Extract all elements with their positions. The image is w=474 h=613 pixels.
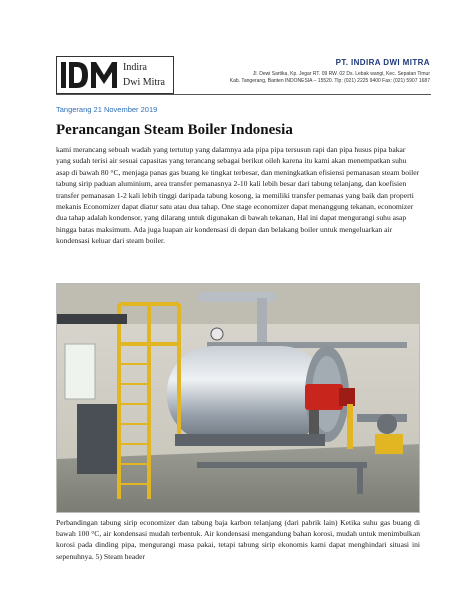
photo-caption: Perbandingan tabung sirip economizer dan tabung baja karbon telanjang (dari pabrik lain) Ketika suhu gas buang di bawah 100 °C, air kondensasi mudah terbentuk. Air kondensasi mengandung bahan korosi, mudah untuk menimbulkan korosi pada dinding pipa, mengurangi masa pakai, tetapi tabung sirip ekonomis kami dapat menghindari situasi ini sepenuhnya. 5) Steam header	[56, 518, 420, 561]
idm-logo-mark-icon	[59, 59, 121, 91]
letterhead-divider	[56, 94, 431, 95]
article-title: Perancangan Steam Boiler Indonesia	[56, 122, 293, 138]
article-date: Tangerang 21 November 2019	[56, 105, 158, 114]
logo-name-line1: Indira	[123, 62, 147, 73]
company-address	[196, 71, 430, 85]
boiler-room-photo	[56, 283, 420, 513]
company-name: PT. INDIRA DWI MITRA	[335, 58, 430, 67]
logo-name-line2: Dwi Mitra	[123, 77, 165, 88]
address-line-2: Kab. Tangerang, Banten INDONESIA – 15520. Tlp: (021) 2225 9400 Fax: (021) 5907 1687	[229, 78, 430, 84]
article-body: kami merancang sebuah wadah yang tertutup yang dalamnya ada pipa pipa tersusun rapi dan pipa husus pipa bakar yang sudah terisi air sesuai capasitas yang terancang sebagai berikut oileh karena itu kami akan menempatkan suhu asap di bawah 80 °C, menjaga panas gas buang ke tingkat terbesar, dan meningkatkan efisiensi pemanasan steam boiler tabung sirip paduan aluminium, area transfer pemanasnya 2-10 kali lebih besar dari tabung telanjang, dan koefisien transfer pemanasan 1-2 kali lebih tinggi daripada tabung kosong, ia memiliki transfer pemanas yang baik dan properti mekanis Economizer dapat diatur satu atau dua tahap. One stage economizer dapat menanggung tekanan, economizer dua tahap adalah kondensor, yang dilarang untuk digunakan di bawah tekanan, Hal ini dapat mengurangi suhu asap hingga batas maksimum. Ada juga luapan air kondensasi di depan dan belakang boiler untuk mengeluarkan air kondensasi keluar dari steam boiler.	[56, 145, 420, 246]
company-logo	[56, 56, 174, 94]
address-line-1: Jl. Dewi Sartika, Kp. Jegar RT. 09 RW. 02 Ds. Lebak wangi, Kec. Sepatan Timur	[252, 71, 430, 77]
steam-boiler-photo-illustration	[57, 284, 420, 513]
